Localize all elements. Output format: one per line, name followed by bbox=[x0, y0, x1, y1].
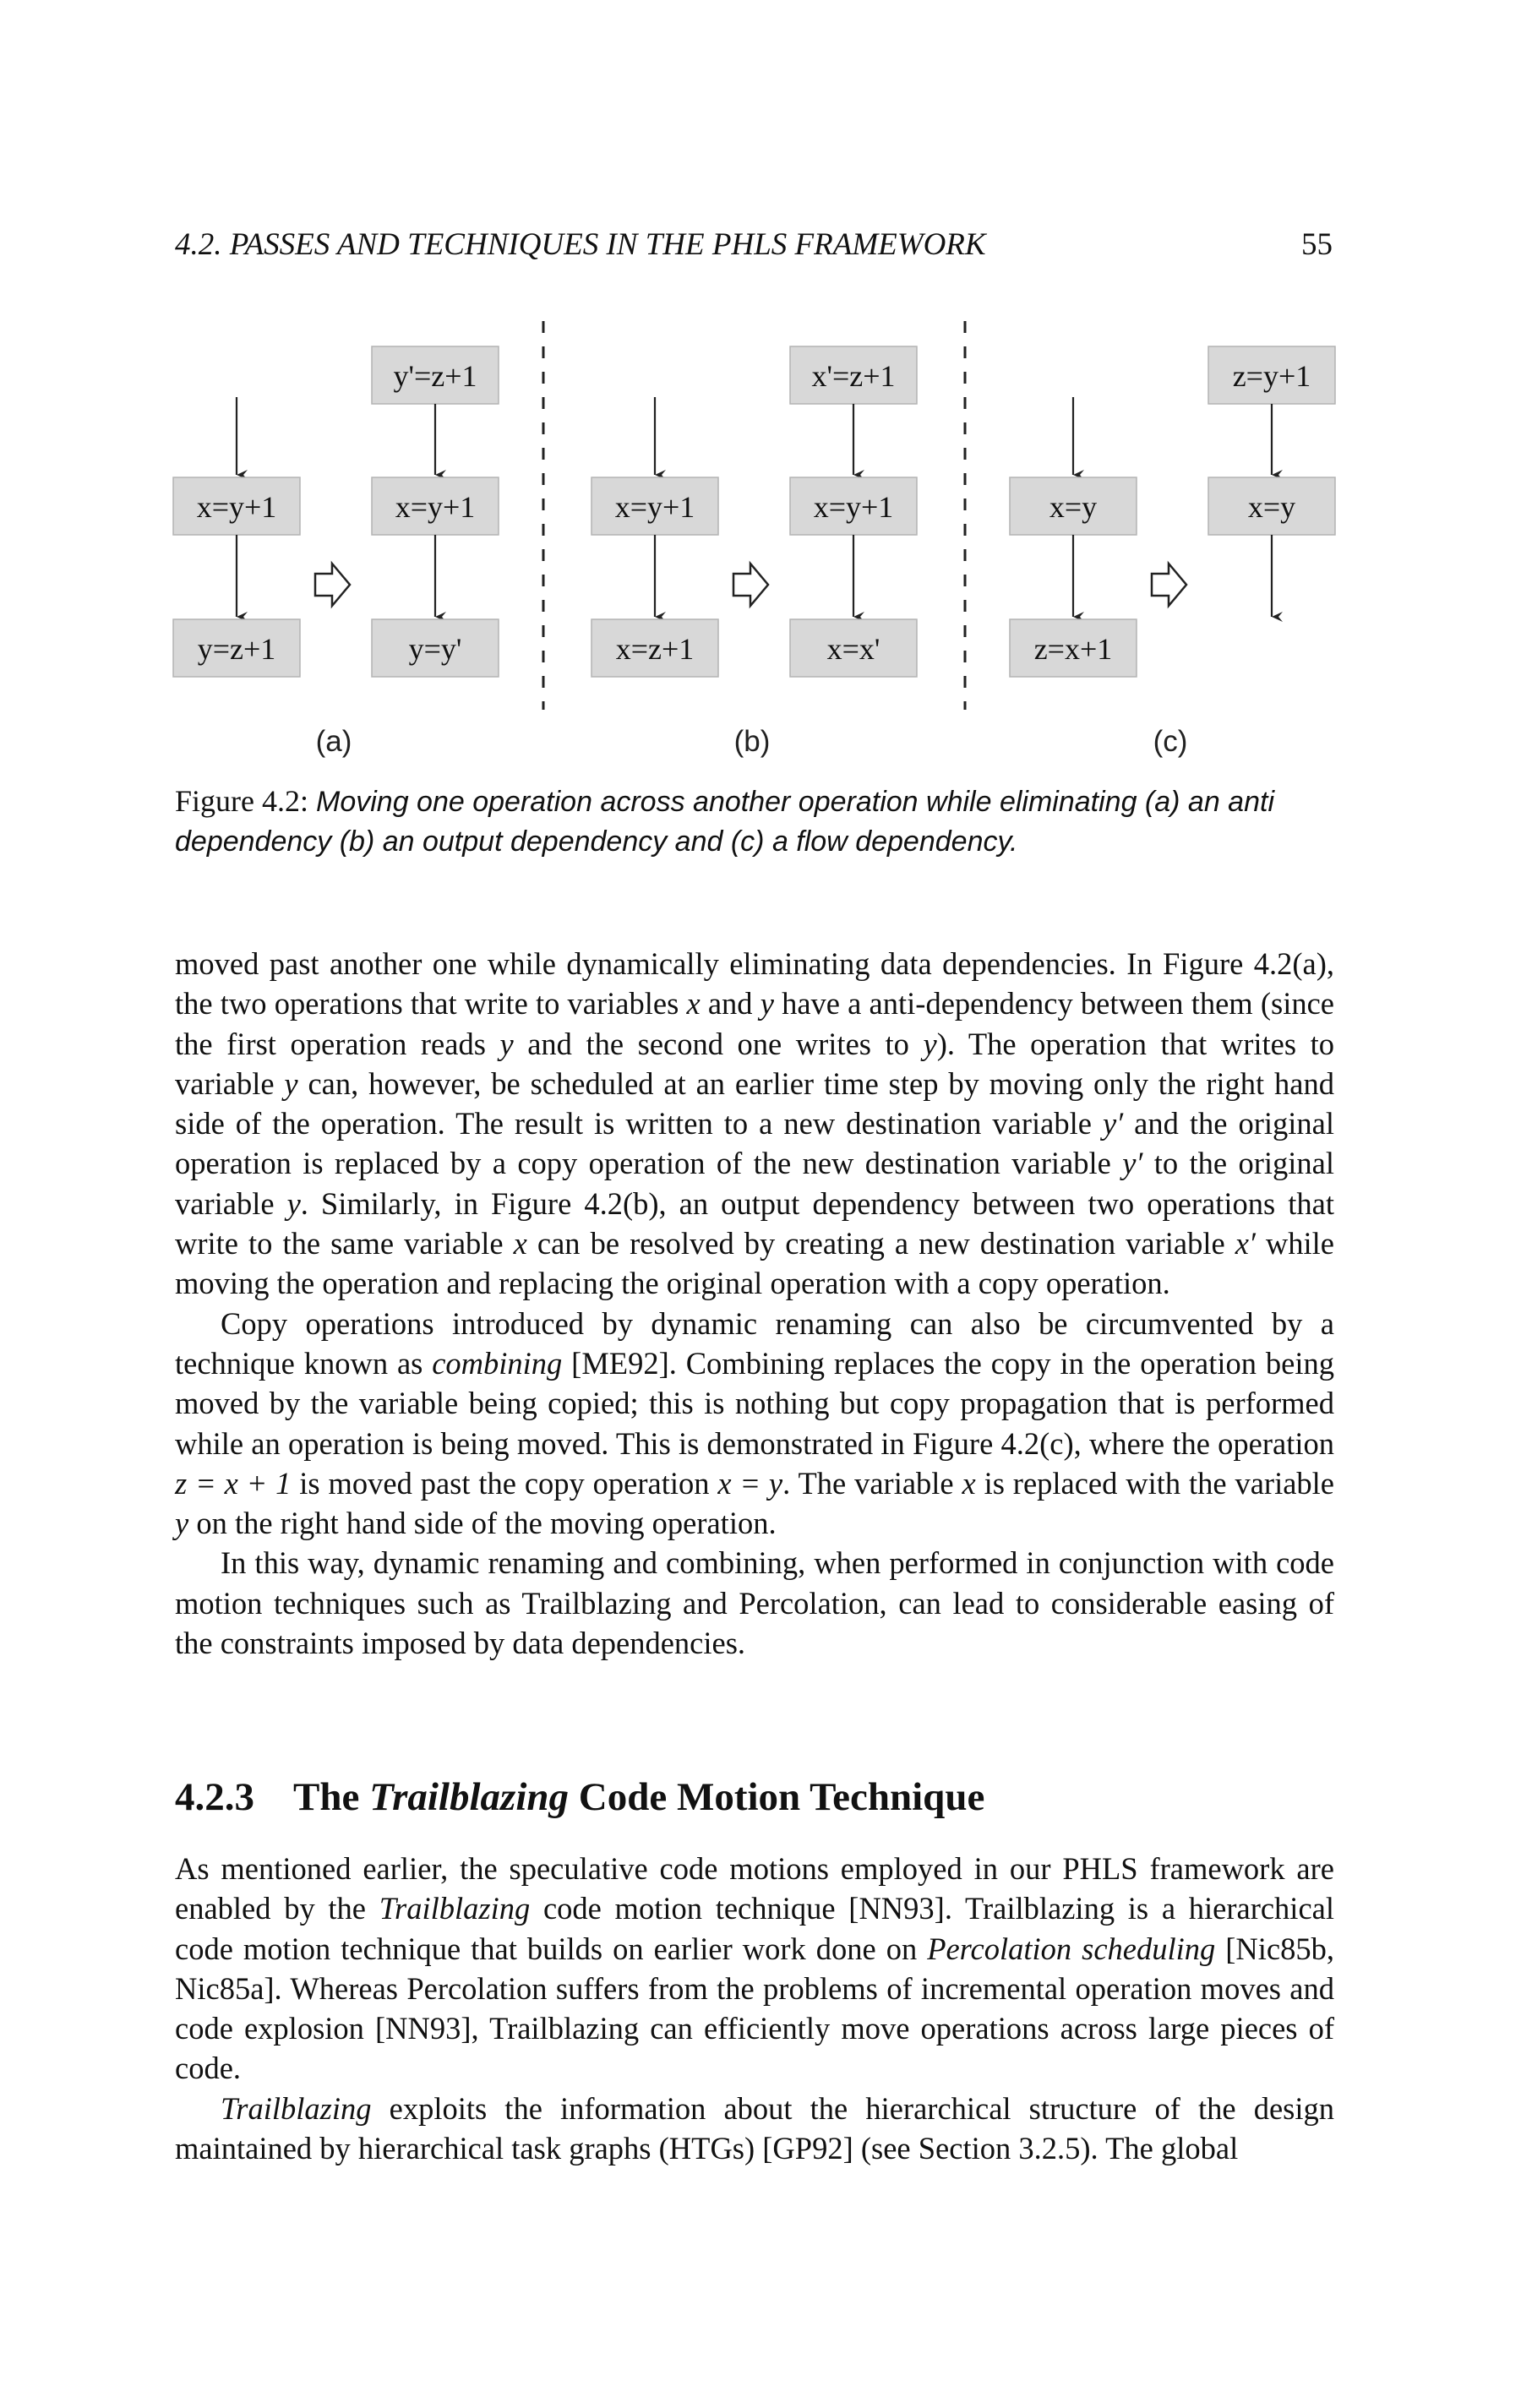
text-run: and the original operation is replaced by a copy operation of the new destination variable bbox=[175, 1106, 1334, 1181]
text-run: ). The operation that writes to variable bbox=[175, 1026, 1334, 1101]
op-b-after-3: x=x' bbox=[826, 632, 880, 666]
text-run: moved past another one while dynamically eliminating data dependencies. In Figure 4.2(a), the two operations that write to variables bbox=[175, 946, 1334, 1021]
op-box bbox=[173, 477, 300, 535]
math-var: y bbox=[175, 1506, 189, 1541]
op-box bbox=[372, 477, 499, 535]
text-run: exploits the information about the hierarchical structure of the design maintained by hierarchical task graphs (HTGs) [GP92] (see Section 3.2.5). The global bbox=[175, 2090, 1334, 2166]
op-box bbox=[1010, 477, 1137, 535]
op-b-before-1: x=y+1 bbox=[614, 490, 695, 524]
math-var: y bbox=[499, 1026, 514, 1061]
math-var: y bbox=[760, 986, 774, 1021]
math-var: x bbox=[962, 1465, 976, 1501]
op-a-after-1: y'=z+1 bbox=[393, 359, 477, 393]
math-var: y bbox=[923, 1026, 937, 1061]
text-run: [ME92]. Combining replaces the copy in the operation being moved by the variable being copied; this is nothing but copy propagation that is performed while an operation is being moved. This is demonstrated in Figure 4.2(c), where the operation bbox=[175, 1345, 1334, 1461]
page-number: 55 bbox=[1301, 227, 1333, 262]
text-run: . The variable bbox=[782, 1465, 962, 1501]
math-var: x bbox=[686, 986, 701, 1021]
figure-caption bbox=[175, 782, 1334, 861]
header-title: 4.2. PASSES AND TECHNIQUES IN THE PHLS FRAMEWORK bbox=[175, 227, 986, 262]
op-box bbox=[592, 477, 718, 535]
op-box bbox=[592, 619, 718, 677]
emphasis: Trailblazing bbox=[221, 2090, 372, 2126]
math-var: x′ bbox=[1235, 1226, 1256, 1261]
section-number: 4.2.3 bbox=[175, 1775, 254, 1819]
math-var: y′ bbox=[1102, 1106, 1124, 1141]
body-text-upper bbox=[175, 944, 1334, 1663]
text-run: have a anti-dependency between them (since the first operation reads bbox=[175, 986, 1335, 1061]
op-a-after-3: y=y' bbox=[408, 632, 462, 666]
paragraph-3: In this way, dynamic renaming and combining, when performed in conjunction with code motion techniques such as Trailblazing and Percolation, can lead to considerable easing of the constraints imposed by data dependencies. bbox=[175, 1545, 1334, 1661]
text-run: is replaced with the variable bbox=[975, 1465, 1335, 1501]
section-title-post: Code Motion Technique bbox=[569, 1775, 985, 1819]
math-var: y′ bbox=[1122, 1146, 1143, 1181]
panel-label-c: (c) bbox=[1153, 725, 1188, 758]
panel-c bbox=[1010, 346, 1335, 758]
text-run: code motion technique [NN93]. Trailblazing is a hierarchical code motion technique that builds on earlier work done on bbox=[175, 1891, 1334, 1966]
paragraph-2 bbox=[175, 1304, 1334, 1544]
paragraph-1 bbox=[175, 944, 1334, 1304]
op-c-after-1: z=y+1 bbox=[1232, 359, 1311, 393]
text-run: on the right hand side of the moving operation. bbox=[188, 1506, 777, 1541]
text-run: Copy operations introduced by dynamic renaming can also be circumvented by a technique known as bbox=[175, 1305, 1334, 1381]
op-box bbox=[790, 477, 917, 535]
emphasis: combining bbox=[432, 1345, 563, 1381]
transform-arrow bbox=[315, 564, 350, 606]
op-box bbox=[1208, 346, 1335, 404]
panel-a bbox=[173, 346, 499, 758]
op-box bbox=[790, 619, 917, 677]
text-run: and the second one writes to bbox=[513, 1026, 924, 1061]
text-run: and bbox=[700, 986, 760, 1021]
section-title-pre: The bbox=[293, 1775, 370, 1819]
op-c-before-2: z=x+1 bbox=[1033, 632, 1113, 666]
op-box bbox=[173, 619, 300, 677]
figure-4-2 bbox=[0, 0, 1521, 760]
caption-text: Moving one operation across another operation while eliminating (a) an anti dependency (b) an output dependency and (c) a flow dependency. bbox=[175, 786, 1275, 858]
panel-label-b: (b) bbox=[733, 725, 771, 758]
text-run: [Nic85b, Nic85a]. Whereas Percolation suffers from the problems of incremental operation moves and code explosion [NN93], Trailblazing can efficiently move operations across large pieces of code. bbox=[175, 1931, 1334, 2086]
section-heading bbox=[175, 1774, 984, 1820]
paragraph-4 bbox=[175, 1849, 1334, 2089]
paragraph-5 bbox=[175, 2089, 1334, 2169]
op-b-after-2: x=y+1 bbox=[813, 490, 894, 524]
text-run: is moved past the copy operation bbox=[291, 1465, 718, 1501]
caption-label: Figure 4.2: bbox=[175, 784, 308, 818]
op-c-before-1: x=y bbox=[1049, 490, 1098, 524]
math-var: y bbox=[284, 1065, 298, 1101]
math-expr: x = y bbox=[717, 1465, 783, 1501]
text-run: . Similarly, in Figure 4.2(b), an output dependency between two operations that write to the same variable bbox=[175, 1185, 1334, 1261]
op-box bbox=[790, 346, 917, 404]
transform-arrow bbox=[733, 564, 768, 606]
emphasis: Percolation scheduling bbox=[927, 1931, 1216, 1966]
math-expr: z = x + 1 bbox=[175, 1465, 292, 1501]
op-box bbox=[1010, 619, 1137, 677]
op-box bbox=[372, 346, 499, 404]
text-run: while moving the operation and replacing the original operation with a copy operation. bbox=[175, 1226, 1334, 1301]
section-title-em: Trailblazing bbox=[369, 1775, 570, 1819]
text-run: As mentioned earlier, the speculative code motions employed in our PHLS framework are enabled by the bbox=[175, 1851, 1334, 1926]
panel-label-a: (a) bbox=[315, 725, 352, 758]
op-b-before-2: x=z+1 bbox=[615, 632, 695, 666]
op-c-after-2: x=y bbox=[1247, 490, 1296, 524]
op-a-before-2: y=z+1 bbox=[197, 632, 276, 666]
op-box bbox=[372, 619, 499, 677]
transform-arrow bbox=[1152, 564, 1186, 606]
op-a-before-1: x=y+1 bbox=[196, 490, 277, 524]
math-var: y bbox=[286, 1185, 301, 1221]
body-text-lower bbox=[175, 1849, 1334, 2168]
op-box bbox=[1208, 477, 1335, 535]
emphasis: Trailblazing bbox=[379, 1891, 531, 1926]
text-run: to the original variable bbox=[175, 1146, 1335, 1221]
op-b-after-1: x'=z+1 bbox=[811, 359, 896, 393]
text-run: can, however, be scheduled at an earlier time step by moving only the right hand side of the operation. The result is written to a new destination variable bbox=[175, 1065, 1334, 1141]
text-run: can be resolved by creating a new destination variable bbox=[526, 1226, 1235, 1261]
panel-b bbox=[592, 346, 917, 758]
math-var: x bbox=[513, 1226, 527, 1261]
op-a-after-2: x=y+1 bbox=[395, 490, 476, 524]
